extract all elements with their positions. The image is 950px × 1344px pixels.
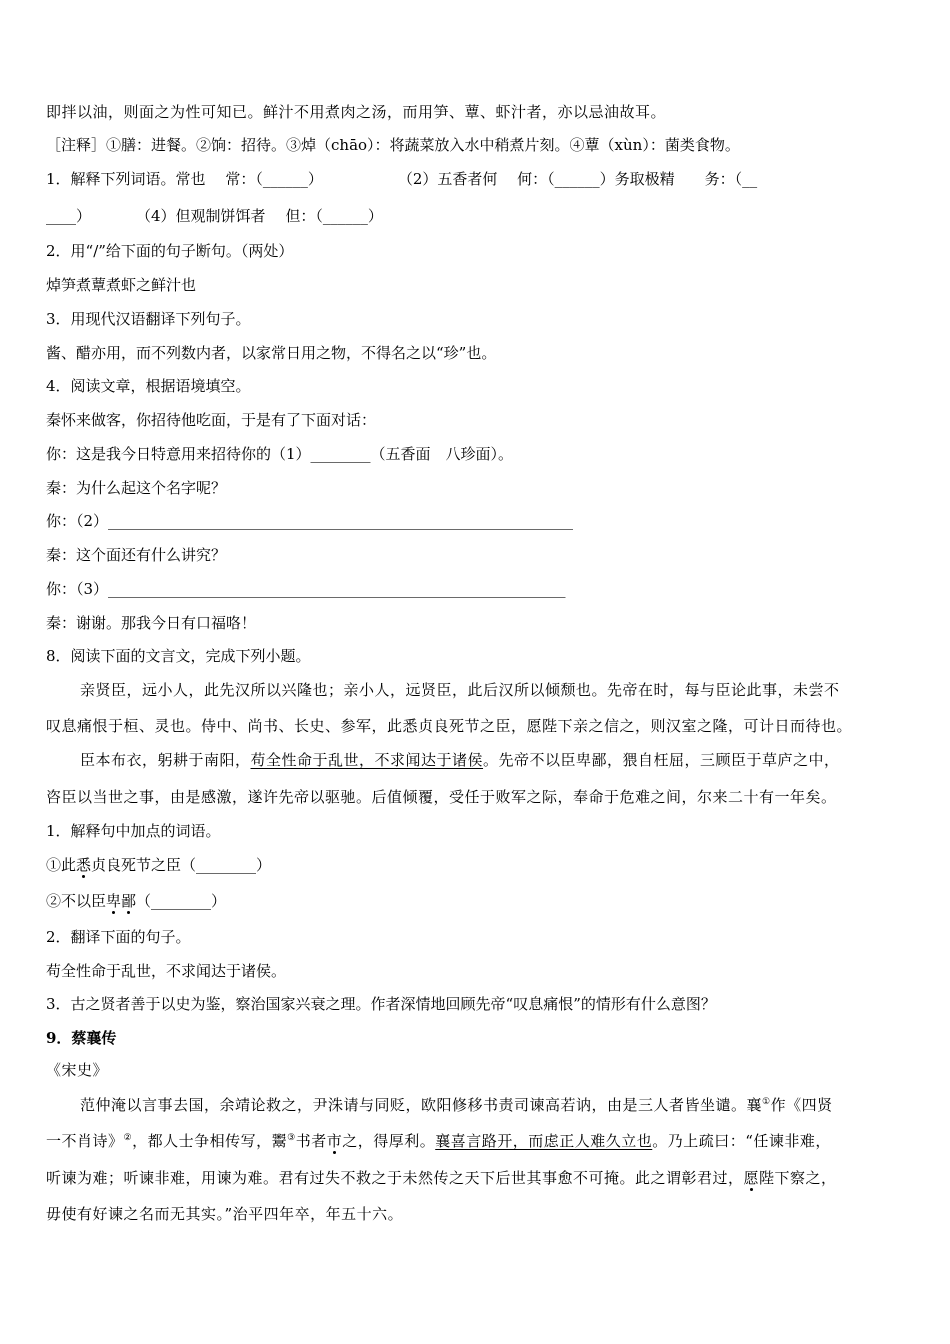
question-3: 3．用现代汉语翻译下列句子。 <box>46 310 251 328</box>
biography-line: 听谏为难；听谏非难，用谏为难。君有过失不救之于未然传之天下后世其事愈不可掩。此之谓彰君过，愿陛下察之， <box>46 1169 837 1187</box>
biography-line: 毋使有好谏之名而无其实。”治平四年卒，年五十六。 <box>46 1205 404 1223</box>
annotation-note: ［注释］①膳：进餐。②饷：招待。③焯（chāo）：将蔬菜放入水中稍煮片刻。④蕈（xùn）：菌类食物。 <box>46 136 740 154</box>
question-1: 1．解释下列词语。常也 常：（______） （2）五香者何 何：（______）务取极精 务：（__ <box>46 170 758 188</box>
dotted-word: 卑 <box>106 892 122 910</box>
dialogue-line: 你：这是我今日特意用来招待你的（1）________（五香面 八珍面）。 <box>46 445 514 463</box>
question-2: 2．用“/”给下面的句子断句。（两处） <box>46 242 294 260</box>
dialogue-line: 秦：为什么起这个名字呢？ <box>46 479 227 497</box>
classical-passage-line: 亲贤臣，远小人，此先汉所以兴隆也；亲小人，远贤臣，此后汉所以倾颓也。先帝在时，每与臣论此事，未尝不 <box>80 681 840 699</box>
sub-question-2: 2．翻译下面的句子。 <box>46 928 191 946</box>
source-title: 《宋史》 <box>46 1061 109 1079</box>
passage-line: 即拌以油，则面之为性可知已。鲜汁不用煮肉之汤，而用笋、蕈、虾汁者，亦以忌油故耳。 <box>46 103 667 121</box>
dialogue-intro: 秦怀来做客，你招待他吃面，于是有了下面对话： <box>46 411 377 429</box>
section-9-heading: 9．蔡襄传 <box>46 1029 117 1047</box>
underlined-sentence: 苟全性命于乱世，不求闻达于诸侯 <box>250 751 484 769</box>
sub-question-1: 1．解释句中加点的词语。 <box>46 822 221 840</box>
dialogue-line: 秦：谢谢。那我今日有口福咯！ <box>46 614 257 632</box>
biography-line: 范仲淹以言事去国，余靖论救之，尹洙请与同贬，欧阳修移书责司谏高若讷，由是三人者皆坐谴。襄①作《四贤 <box>80 1096 833 1114</box>
dotted-word: 悉 <box>76 856 92 874</box>
biography-line: 一不肖诗》②，都人士争相传写，鬻③书者市之，得厚利。襄喜言路开，而虑正人难久立也。乃上疏曰：“任谏非难， <box>46 1132 831 1150</box>
sub-question-2-sentence: 苟全性命于乱世，不求闻达于诸侯。 <box>46 962 287 980</box>
question-3-sentence: 酱、醋亦用，而不列数内者，以家常日用之物，不得名之以“珍”也。 <box>46 344 497 362</box>
question-2-sentence: 焯笋煮蕈煮虾之鲜汁也 <box>46 276 197 294</box>
dotted-word: 鄙 <box>121 892 137 910</box>
sub-question-1b: ②不以臣卑鄙（________） <box>46 892 227 910</box>
sub-question-3: 3．古之贤者善于以史为鉴，察治国家兴衰之理。作者深情地回顾先帝“叹息痛恨”的情形有什么意图？ <box>46 995 716 1013</box>
dialogue-line: 你：（3）_____________________________________________________________ <box>46 580 566 598</box>
dotted-word: 愿 <box>743 1169 760 1187</box>
question-4: 4．阅读文章，根据语境填空。 <box>46 377 251 395</box>
sub-question-1a: ①此悉贞良死节之臣（________） <box>46 856 272 874</box>
classical-passage-line: 臣本布衣，躬耕于南阳，苟全性命于乱世，不求闻达于诸侯。先帝不以臣卑鄙，猥自枉屈，三顾臣于草庐之中， <box>80 751 840 769</box>
dialogue-line: 秦：这个面还有什么讲究？ <box>46 546 227 564</box>
dotted-word: 市 <box>326 1132 343 1150</box>
dialogue-line: 你：（2）______________________________________________________________ <box>46 512 574 530</box>
question-1-continued: ____） （4）但观制饼饵者 但：（______） <box>46 207 383 225</box>
underlined-sentence: 襄喜言路开，而虑正人难久立也 <box>435 1132 653 1150</box>
classical-passage-line: 叹息痛恨于桓、灵也。侍中、尚书、长史、参军，此悉贞良死节之臣，愿陛下亲之信之，则汉室之隆，可计日而待也。 <box>46 717 853 735</box>
classical-passage-line: 咨臣以当世之事，由是感激，遂许先帝以驱驰。后值倾覆，受任于败军之际，奉命于危难之间，尔来二十有一年矣。 <box>46 788 837 806</box>
section-8-heading: 8．阅读下面的文言文，完成下列小题。 <box>46 647 311 665</box>
